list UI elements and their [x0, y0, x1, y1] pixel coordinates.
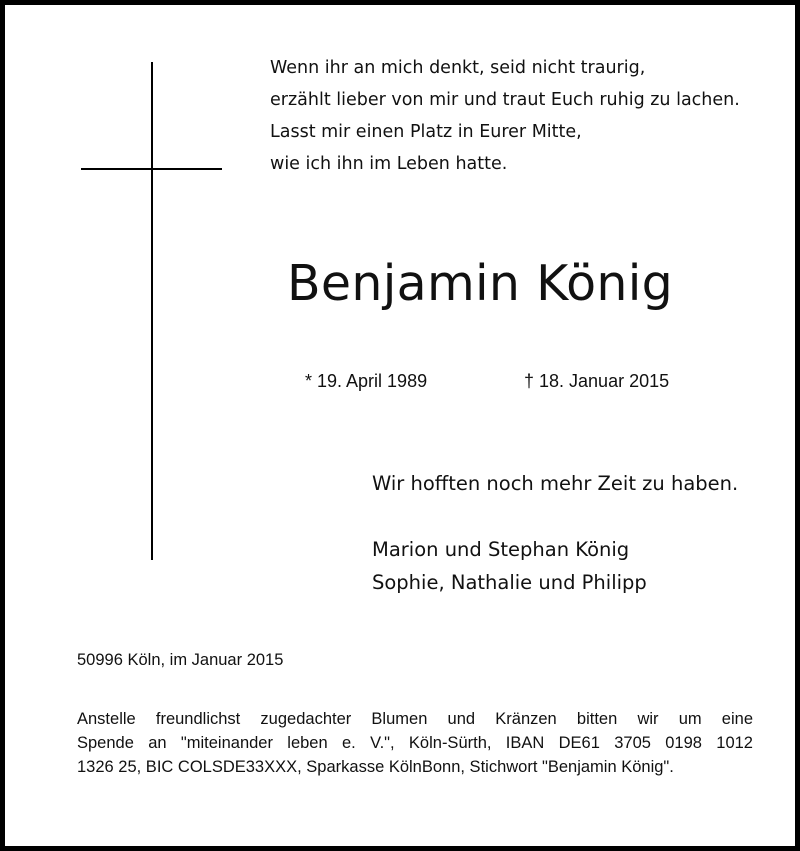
- poem-line: wie ich ihn im Leben hatte.: [270, 154, 508, 174]
- poem: [270, 52, 740, 180]
- donation-line: Anstelle freundlichst zugedachter Blumen und Kränzen bitten wir um eine: [77, 710, 753, 728]
- family-line: Marion und Stephan König: [372, 538, 630, 561]
- donation-line: 1326 25, BIC COLSDE33XXX, Sparkasse KölnBonn, Stichwort "Benjamin König".: [77, 758, 674, 776]
- poem-line: Lasst mir einen Platz in Eurer Mitte,: [270, 122, 582, 142]
- mourning-message: Wir hofften noch mehr Zeit zu haben.: [372, 472, 739, 495]
- place-date: 50996 Köln, im Januar 2015: [77, 651, 284, 669]
- birth-date: * 19. April 1989: [305, 371, 428, 391]
- poem-line: Wenn ihr an mich denkt, seid nicht traurig,: [270, 58, 646, 78]
- death-date: † 18. Januar 2015: [524, 371, 670, 391]
- poem-line: erzählt lieber von mir und traut Euch ruhig zu lachen.: [270, 90, 740, 110]
- family-line: Sophie, Nathalie und Philipp: [372, 571, 647, 594]
- donation-line: Spende an "miteinander leben e. V.", Köln-Sürth, IBAN DE61 3705 0198 1012: [77, 734, 753, 752]
- cross-icon-vertical: [151, 62, 153, 560]
- cross-icon-horizontal: [81, 168, 222, 170]
- deceased-name: Benjamin König: [287, 255, 674, 312]
- donation-note: [77, 707, 753, 779]
- family-signature: [372, 533, 647, 599]
